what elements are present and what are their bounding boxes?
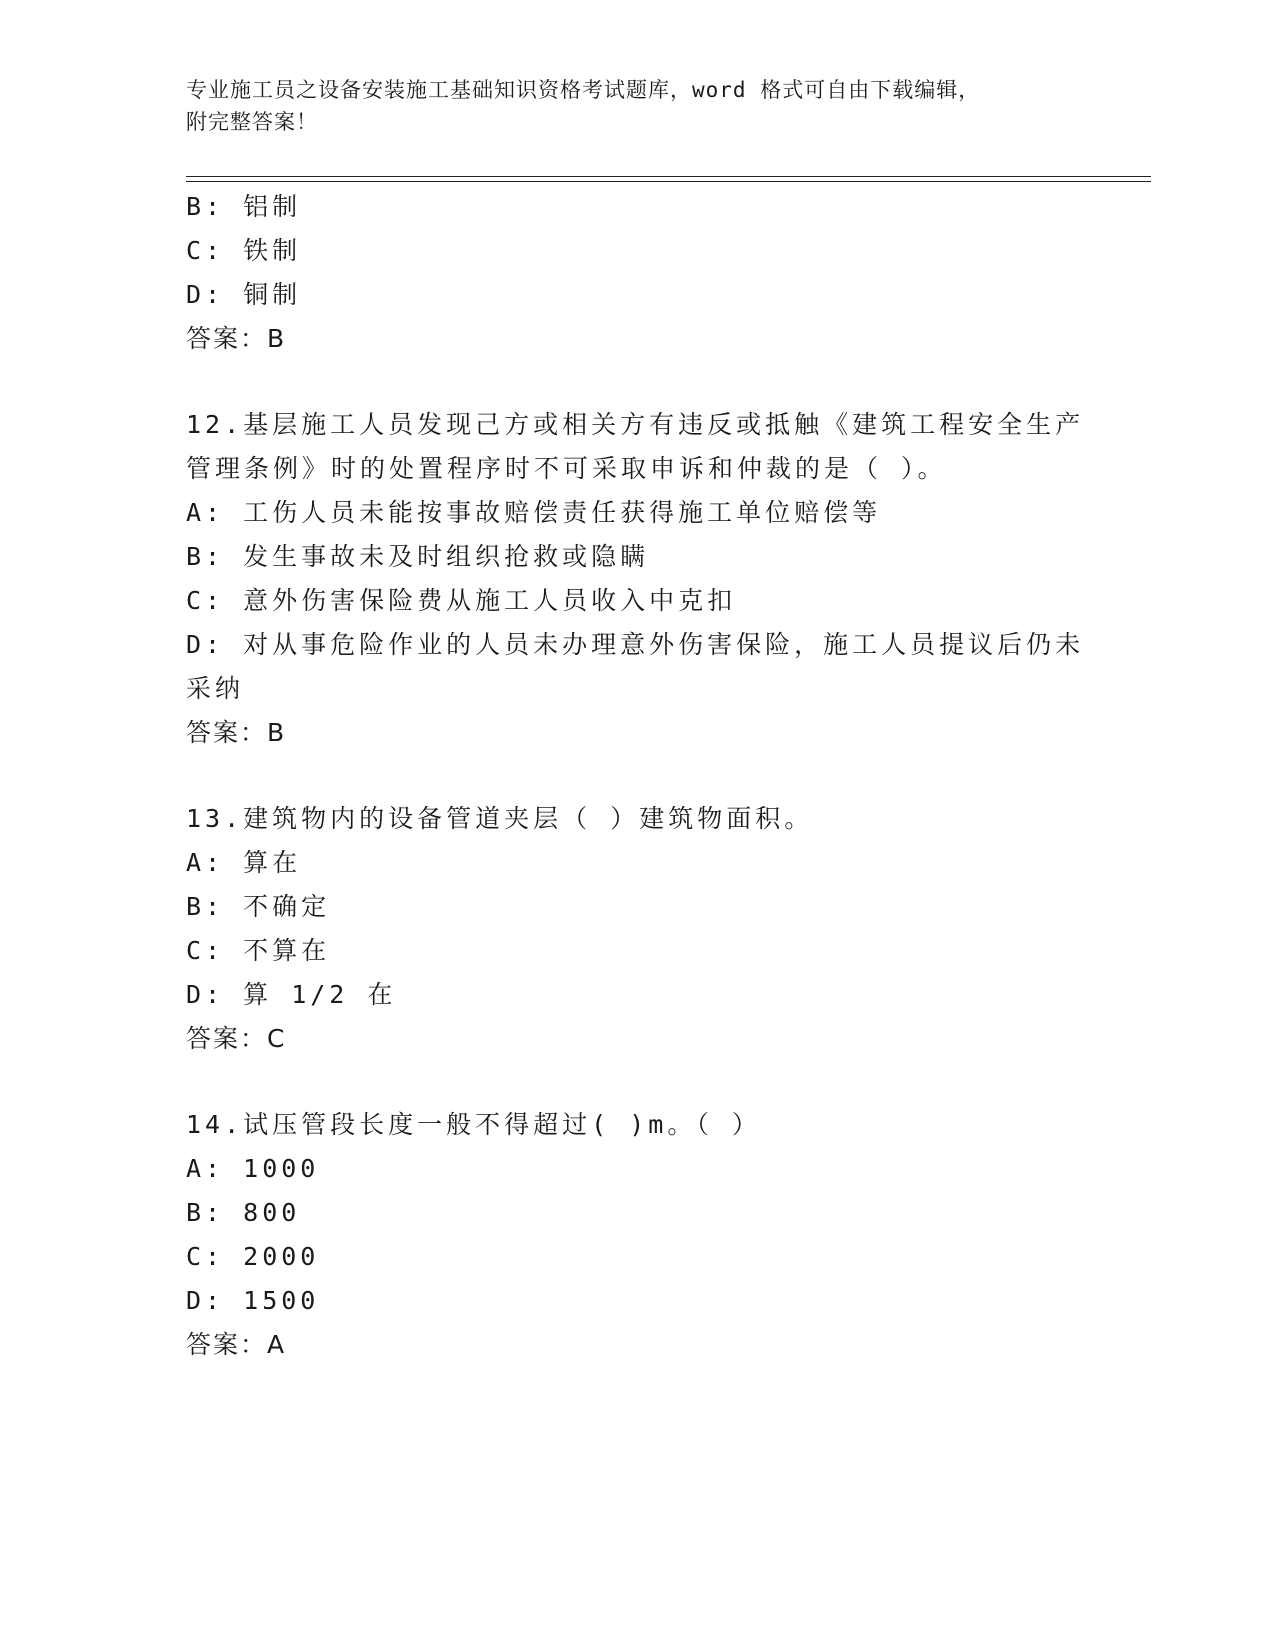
q14-option-b: B: 800 bbox=[186, 1198, 301, 1227]
q12-option-c: C: 意外伤害保险费从施工人员收入中克扣 bbox=[186, 586, 737, 615]
q12-option-a: A: 工伤人员未能按事故赔偿责任获得施工单位赔偿等 bbox=[186, 498, 882, 527]
q14-option-c: C: 2000 bbox=[186, 1242, 320, 1271]
q14-stem: 14.试压管段长度一般不得超过( )m。（ ） bbox=[186, 1110, 761, 1139]
document-header bbox=[186, 74, 1086, 138]
q12-stem-line-2: 管理条例》时的处置程序时不可采取申诉和仲裁的是（ ）。 bbox=[186, 454, 947, 483]
q13-stem: 13.建筑物内的设备管道夹层（ ）建筑物面积。 bbox=[186, 804, 814, 833]
q14-answer: 答案：A bbox=[186, 1330, 287, 1359]
q12-stem-line-1: 12.基层施工人员发现己方或相关方有违反或抵触《建筑工程安全生产 bbox=[186, 410, 1085, 439]
q13-answer: 答案：C bbox=[186, 1024, 287, 1053]
header-rule-bottom bbox=[186, 181, 1151, 182]
header-line-2: 附完整答案！ bbox=[186, 110, 318, 134]
q12-answer: 答案：B bbox=[186, 718, 287, 747]
q13-option-a: A: 算在 bbox=[186, 848, 302, 877]
q13-option-b: B: 不确定 bbox=[186, 892, 331, 921]
q13-option-c: C: 不算在 bbox=[186, 936, 331, 965]
q13-option-d: D: 算 1/2 在 bbox=[186, 980, 397, 1009]
q14-option-d: D: 1500 bbox=[186, 1286, 320, 1315]
q12-option-b: B: 发生事故未及时组织抢救或隐瞒 bbox=[186, 542, 650, 571]
header-rule-top bbox=[186, 176, 1151, 177]
q12-option-d-line-1: D: 对从事危险作业的人员未办理意外伤害保险，施工人员提议后仍未 bbox=[186, 630, 1085, 659]
q14-option-a: A: 1000 bbox=[186, 1154, 320, 1183]
q11-option-b: B: 铝制 bbox=[186, 192, 302, 221]
q12-option-d-line-2: 采纳 bbox=[186, 674, 245, 703]
q11-option-c: C: 铁制 bbox=[186, 236, 302, 265]
q11-answer: 答案：B bbox=[186, 324, 287, 353]
q11-option-d: D: 铜制 bbox=[186, 280, 302, 309]
header-line-1: 专业施工员之设备安装施工基础知识资格考试题库，word 格式可自由下载编辑， bbox=[186, 78, 981, 102]
